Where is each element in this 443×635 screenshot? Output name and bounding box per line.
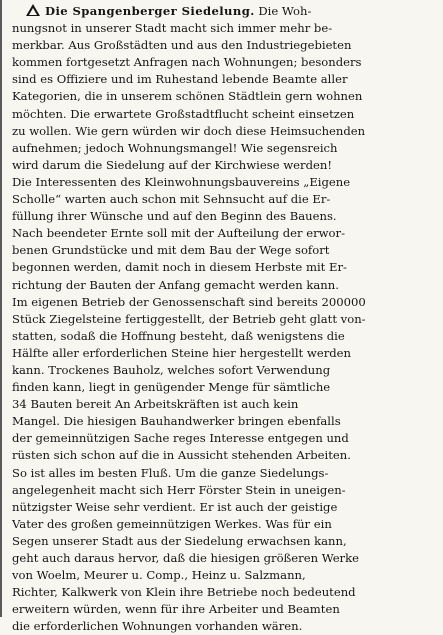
text-line: geht auch daraus hervor, daß die hiesigen größeren Werke — [12, 551, 359, 565]
text-line: Vater des großen gemeinnützigen Werkes. Was für ein — [12, 516, 332, 531]
text-line: Nach beendeter Ernte soll mit der Aufteilung der erwor- — [12, 226, 345, 241]
text-line: möchten. Die erwartete Großstadtflucht scheint einsetzen — [12, 106, 355, 121]
text-line: angelegenheit macht sich Herr Förster Stein in uneigen- — [12, 482, 346, 497]
article-title: Die Spangenberger Siedelung. — [45, 4, 255, 18]
text-line: Kategorien, die in unserem schönen Städtlein gern wohnen — [12, 89, 363, 104]
article-body — [12, 3, 435, 635]
text-line: Die Woh- — [258, 4, 312, 18]
article-text — [12, 20, 435, 635]
text-line: wird darum die Siedelung auf der Kirchwiese werden! — [12, 157, 332, 172]
text-line: finden kann, liegt in genügender Menge für sämtliche — [12, 380, 331, 395]
text-line: erweitern würden, wenn für ihre Arbeiter und Beamten — [12, 602, 340, 617]
text-line: kommen fortgesetzt Anfragen nach Wohnungen; besonders — [12, 55, 362, 70]
triangle-icon — [26, 4, 40, 16]
text-line: nungsnot in unserer Stadt macht sich immer mehr be- — [12, 21, 333, 36]
text-line: begonnen werden, damit noch in diesem Herbste mit Er- — [12, 260, 347, 275]
text-line: sind es Offiziere und im Ruhestand lebende Beamte aller — [12, 72, 348, 87]
text-line: So ist alles im besten Fluß. Um die ganze Siedelungs- — [12, 465, 329, 480]
text-line: rüsten sich schon auf die in Aussicht stehenden Arbeiten. — [12, 448, 351, 463]
text-line: die erforderlichen Wohnungen vorhanden wären. — [12, 619, 303, 634]
text-line: von Woelm, Meurer u. Comp., Heinz u. Salzmann, — [12, 568, 306, 583]
article-line-1 — [12, 3, 435, 20]
text-line: benen Grundstücke und mit dem Bau der Wege sofort — [12, 243, 330, 258]
text-line: nützigster Weise sehr verdient. Er ist auch der geistige — [12, 499, 338, 514]
text-line: Scholle“ warten auch schon mit Sehnsucht auf die Er- — [12, 192, 331, 207]
text-line: der gemeinnützigen Sache reges Interesse entgegen und — [12, 431, 349, 446]
text-line: aufnehmen; jedoch Wohnungsmangel! Wie segensreich — [12, 140, 338, 155]
text-line: Richter, Kalkwerk von Klein ihre Betriebe noch bedeutend — [12, 585, 356, 600]
text-line: kann. Trockenes Bauholz, welches sofort Verwendung — [12, 362, 331, 377]
text-line: Stück Ziegelsteine fertiggestellt, der Betrieb geht glatt von- — [12, 311, 366, 326]
text-line: Segen unserer Stadt aus der Siedelung erwachsen kann, — [12, 533, 347, 548]
text-line: zu wollen. Wie gern würden wir doch diese Heimsuchenden — [12, 123, 366, 138]
text-line: Im eigenen Betrieb der Genossenschaft sind bereits 200000 — [12, 294, 366, 309]
text-line: merkbar. Aus Großstädten und aus den Industriegebieten — [12, 38, 352, 53]
text-line: füllung ihrer Wünsche und auf den Beginn des Bauens. — [12, 209, 337, 224]
text-line: Die Interessenten des Kleinwohnungsbauvereins „Eigene — [12, 174, 351, 189]
text-line: Mangel. Die hiesigen Bauhandwerker bringen ebenfalls — [12, 414, 341, 429]
text-line: richtung der Bauten der Anfang gemacht werden kann. — [12, 277, 339, 292]
text-line: statten, sodaß die Hoffnung besteht, daß wenigstens die — [12, 328, 345, 343]
text-line: Hälfte aller erforderlichen Steine hier hergestellt werden — [12, 345, 351, 360]
text-line: 34 Bauten bereit An Arbeitskräften ist auch kein — [12, 397, 299, 412]
